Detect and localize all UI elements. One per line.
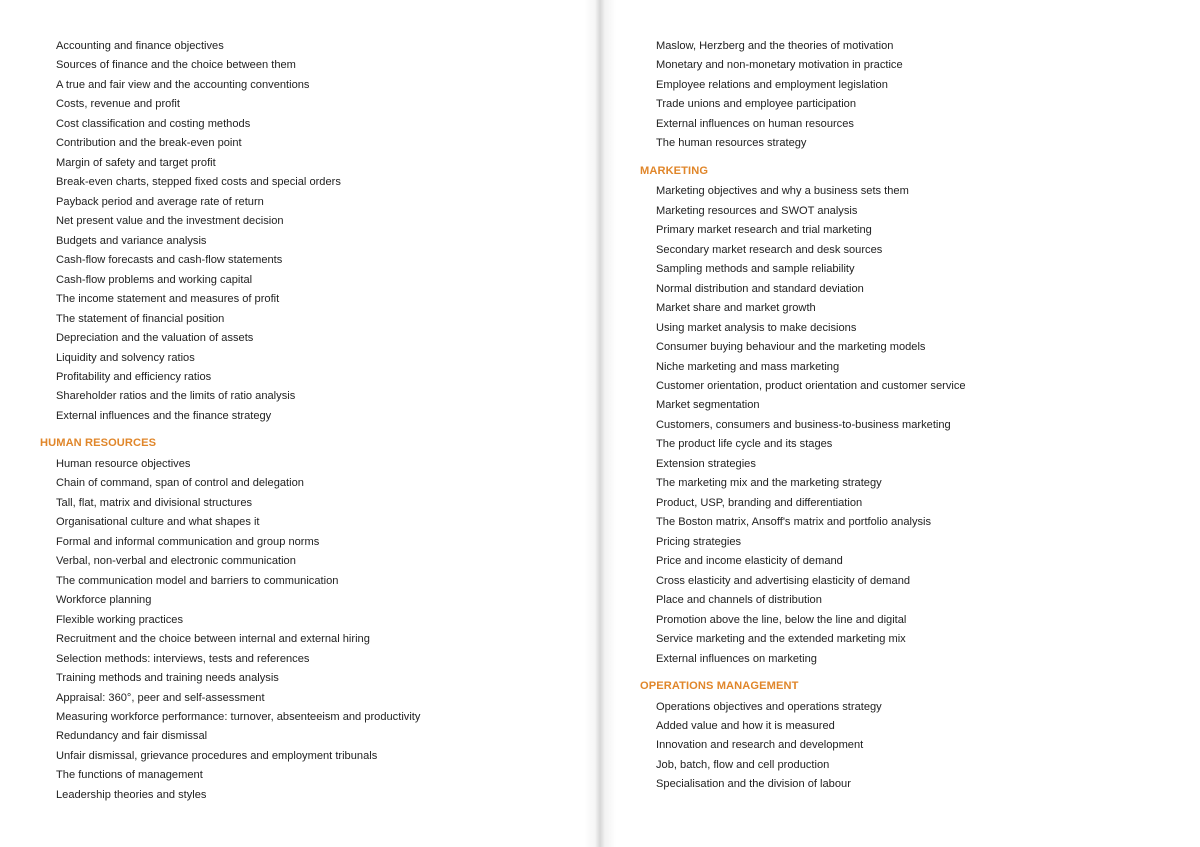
human-resources-topic-item: Human resource objectives (56, 457, 191, 470)
operations-topic-item: Operations objectives and operations strategy (656, 700, 882, 713)
human-resources-topic-item: The communication model and barriers to communication (56, 574, 339, 587)
finance-topic-item: Cash-flow problems and working capital (56, 273, 253, 286)
marketing-topic-item: Marketing objectives and why a business sets them (656, 185, 909, 198)
section-heading-operations-management: OPERATIONS MANAGEMENT (640, 680, 799, 693)
human-resources-topic-item: Selection methods: interviews, tests and references (56, 652, 310, 665)
marketing-topic-item: Niche marketing and mass marketing (656, 360, 840, 373)
right-column (640, 37, 966, 795)
human-resources-topic-item: The human resources strategy (656, 137, 807, 150)
marketing-topic-item: Secondary market research and desk sources (656, 243, 883, 256)
finance-topic-item: The income statement and measures of profit (56, 293, 280, 306)
finance-topic-item: Contribution and the break-even point (56, 137, 242, 150)
marketing-topic-item: Extension strategies (656, 457, 756, 470)
finance-topic-item: Sources of finance and the choice between them (56, 59, 296, 72)
human-resources-topic-item: Workforce planning (56, 594, 152, 607)
marketing-topic-list (640, 182, 966, 669)
finance-topic-item: The statement of financial position (56, 312, 225, 325)
human-resources-topic-item: Flexible working practices (56, 613, 184, 626)
human-resources-topic-item: The functions of management (56, 769, 203, 782)
finance-topic-item: Profitability and efficiency ratios (56, 370, 212, 383)
finance-topic-item: Liquidity and solvency ratios (56, 351, 195, 364)
marketing-topic-item: Pricing strategies (656, 535, 742, 548)
marketing-topic-item: Promotion above the line, below the line and digital (656, 613, 907, 626)
marketing-topic-item: Market share and market growth (656, 302, 816, 315)
finance-topic-item: Shareholder ratios and the limits of ratio analysis (56, 390, 296, 403)
marketing-topic-item: Sampling methods and sample reliability (656, 263, 855, 276)
human-resources-topic-item: Measuring workforce performance: turnover, absenteeism and productivity (56, 710, 421, 723)
finance-topic-item: Cash-flow forecasts and cash-flow statements (56, 254, 283, 267)
finance-topic-item: Net present value and the investment decision (56, 215, 284, 228)
marketing-topic-item: Consumer buying behaviour and the marketing models (656, 341, 926, 354)
marketing-topic-item: Product, USP, branding and differentiation (656, 496, 863, 509)
operations-topic-item: Added value and how it is measured (656, 720, 835, 732)
human-resources-topic-item: Employee relations and employment legislation (656, 78, 888, 91)
marketing-topic-item: Normal distribution and standard deviation (656, 282, 864, 295)
operations-topic-item: Innovation and research and development (656, 739, 864, 752)
marketing-topic-item: The marketing mix and the marketing strategy (656, 477, 882, 490)
marketing-topic-item: Primary market research and trial marketing (656, 224, 872, 237)
marketing-topic-item: Market segmentation (656, 399, 760, 412)
human-resources-topic-item: Chain of command, span of control and delegation (56, 477, 304, 490)
marketing-topic-item: External influences on marketing (656, 652, 817, 665)
finance-topic-item: Budgets and variance analysis (56, 234, 207, 247)
operations-topic-list (640, 698, 966, 795)
human-resources-topic-item: Unfair dismissal, grievance procedures and employment tribunals (56, 749, 378, 762)
human-resources-continued-topic-list (640, 37, 966, 154)
left-column (40, 37, 420, 805)
human-resources-topic-item: Tall, flat, matrix and divisional structures (56, 496, 253, 509)
human-resources-topic-item: Trade unions and employee participation (656, 98, 857, 111)
human-resources-topic-list (40, 455, 420, 805)
human-resources-topic-item: Monetary and non-monetary motivation in practice (656, 59, 903, 72)
marketing-topic-item: Using market analysis to make decisions (656, 321, 857, 334)
human-resources-topic-item: Recruitment and the choice between internal and external hiring (56, 633, 370, 646)
finance-topic-item: External influences and the finance strategy (56, 409, 272, 422)
finance-topic-list (40, 37, 420, 426)
marketing-topic-item: Customer orientation, product orientation and customer service (656, 380, 966, 392)
human-resources-topic-item: Appraisal: 360°, peer and self-assessment (56, 691, 265, 704)
finance-topic-item: Margin of safety and target profit (56, 156, 216, 169)
human-resources-topic-item: Formal and informal communication and group norms (56, 535, 320, 548)
operations-topic-item: Job, batch, flow and cell production (656, 758, 830, 771)
human-resources-topic-item: Redundancy and fair dismissal (56, 730, 208, 743)
human-resources-topic-item: Verbal, non-verbal and electronic communication (56, 555, 296, 568)
finance-topic-item: Accounting and finance objectives (56, 40, 224, 52)
section-heading-marketing: MARKETING (640, 164, 709, 177)
finance-topic-item: Costs, revenue and profit (56, 98, 180, 111)
marketing-topic-item: Price and income elasticity of demand (656, 555, 843, 568)
marketing-topic-item: The Boston matrix, Ansoff's matrix and portfolio analysis (656, 516, 932, 529)
right-page (600, 0, 1200, 847)
human-resources-topic-item: Organisational culture and what shapes it (56, 516, 260, 529)
human-resources-topic-item: Training methods and training needs analysis (56, 672, 279, 685)
finance-topic-item: A true and fair view and the accounting conventions (56, 78, 310, 91)
marketing-topic-item: Marketing resources and SWOT analysis (656, 204, 858, 217)
finance-topic-item: Payback period and average rate of return (56, 195, 264, 208)
marketing-topic-item: The product life cycle and its stages (656, 438, 833, 451)
finance-topic-item: Cost classification and costing methods (56, 117, 251, 130)
section-heading-human-resources: HUMAN RESOURCES (40, 437, 157, 450)
human-resources-topic-item: Leadership theories and styles (56, 788, 207, 801)
marketing-topic-item: Cross elasticity and advertising elasticity of demand (656, 574, 911, 587)
finance-topic-item: Break-even charts, stepped fixed costs and special orders (56, 176, 341, 189)
marketing-topic-item: Service marketing and the extended marketing mix (656, 633, 906, 646)
human-resources-topic-item: Maslow, Herzberg and the theories of motivation (656, 40, 894, 52)
human-resources-topic-item: External influences on human resources (656, 117, 854, 130)
marketing-topic-item: Place and channels of distribution (656, 594, 822, 607)
finance-topic-item: Depreciation and the valuation of assets (56, 332, 254, 345)
marketing-topic-item: Customers, consumers and business-to-business marketing (656, 418, 951, 431)
operations-topic-item: Specialisation and the division of labour (656, 778, 851, 791)
